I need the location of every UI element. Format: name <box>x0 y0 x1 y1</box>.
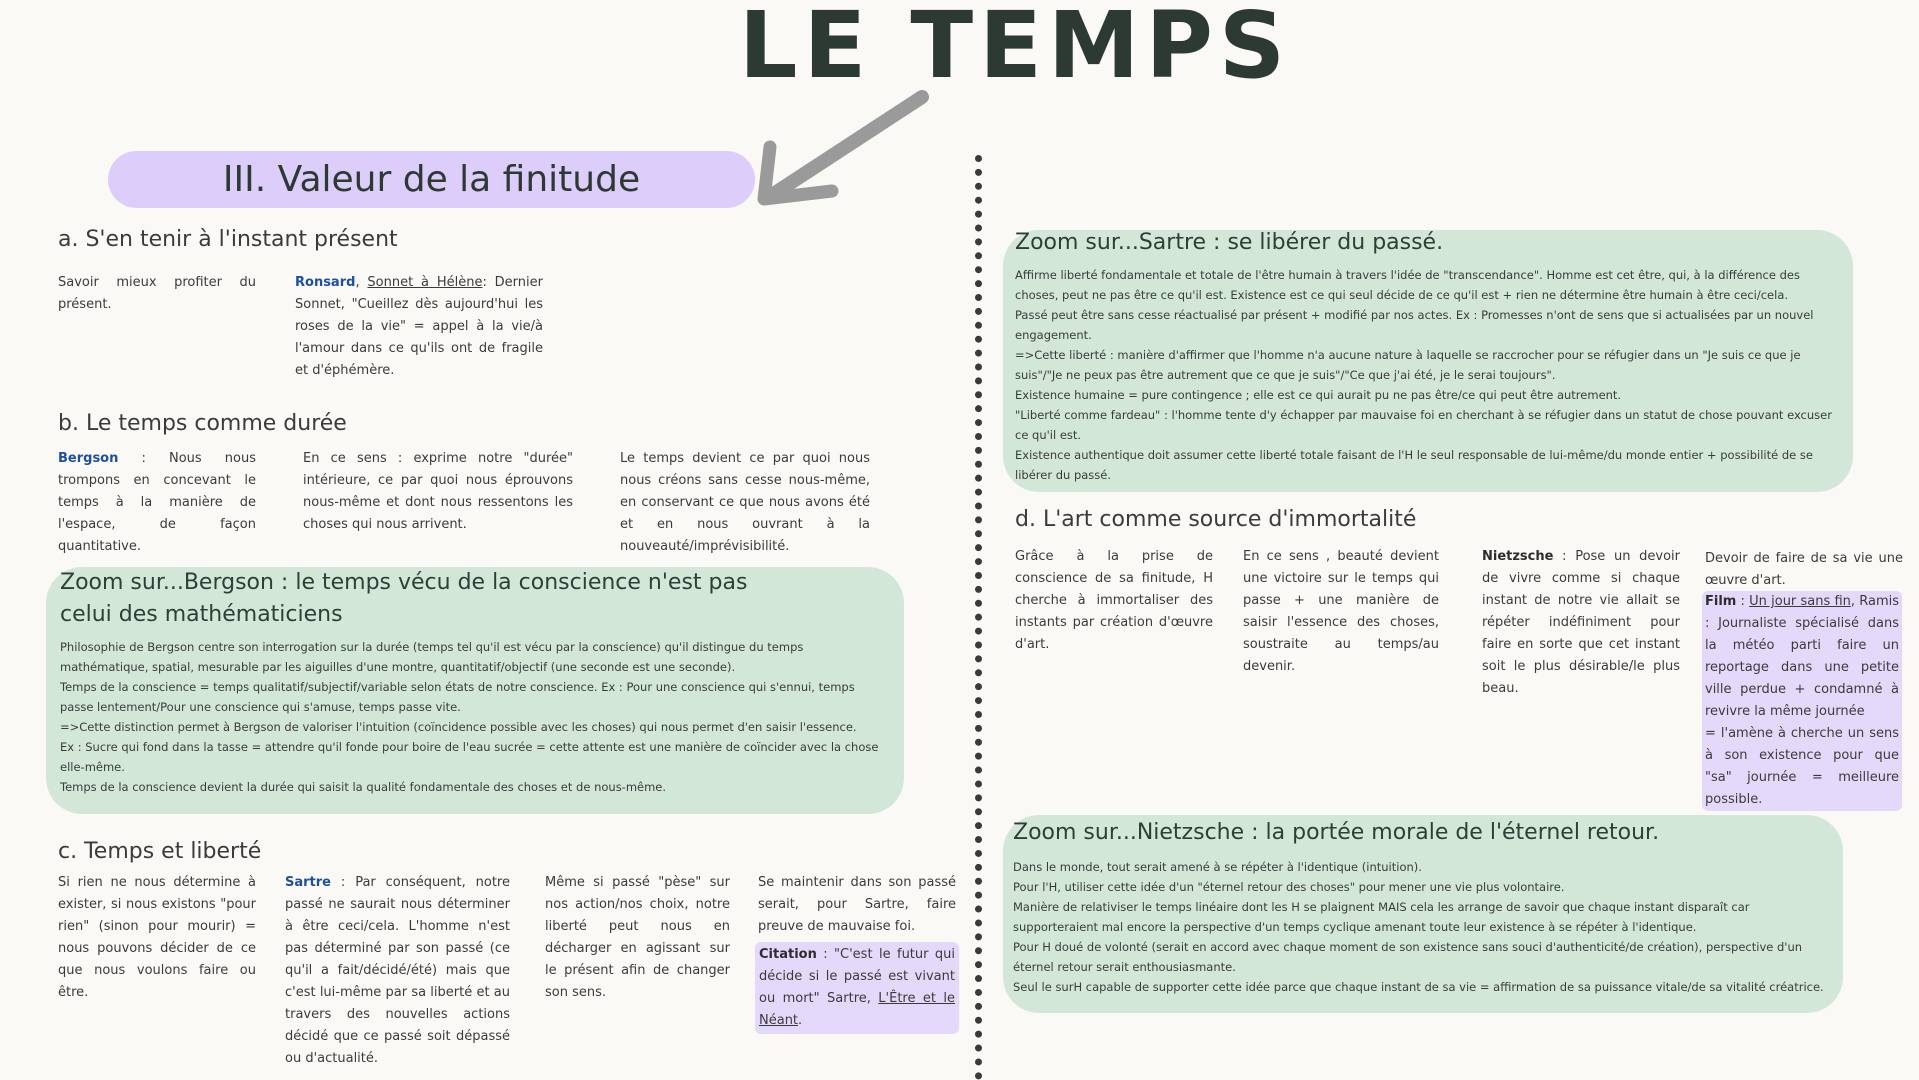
zoom-nietzsche-text <box>1013 857 1838 997</box>
zoom-sartre-box <box>1003 230 1853 492</box>
heading-c: c. Temps et liberté <box>58 839 262 864</box>
d-col1: Grâce à la prise de conscience de sa finitude, H cherche à immortaliser des instants par création d'œuvre d'art. <box>1015 549 1213 652</box>
citation-box <box>755 942 959 1034</box>
zoom-sartre-heading: Zoom sur...Sartre : se libérer du passé. <box>1015 230 1444 255</box>
author-nietzsche: Nietzsche <box>1482 549 1554 564</box>
d-col4: Devoir de faire de sa vie une œuvre d'art. <box>1705 551 1903 588</box>
zoom-sartre-line: Passé peut être sans cesse réactualisé par présent + modifié par nos actes. Ex : Promesses n'ont de sens que si actualisées par un nouvel engagement. <box>1015 308 1814 342</box>
zoom-nietzsche-box <box>1003 815 1843 1013</box>
d-col2: En ce sens , beauté devient une victoire sur le temps qui passe + une manière de saisir l'essence des choses, soustraite au temps/au devenir. <box>1243 549 1439 674</box>
zoom-nietzsche-line: Seul le surH capable de supporter cette idée parce que chaque instant de sa vie = affirmation de sa puissance vitale/de sa vitalité créatrice. <box>1013 980 1824 994</box>
zoom-sartre-line: Existence humaine = pure contingence ; elle est ce qui aurait pu ne pas être/ce qui peut être autrement. <box>1015 388 1622 402</box>
author-sartre: Sartre <box>285 875 331 890</box>
zoom-nietzsche-heading: Zoom sur...Nietzsche : la portée morale de l'éternel retour. <box>1013 820 1660 845</box>
b-col1 <box>58 448 256 558</box>
c-col2-text: : Par conséquent, notre passé ne saurait nous déterminer à être ceci/cela. L'homme n'est pas déterminé par son passé (ce qu'il a fait/décidé/été) mais que c'est lui-même par sa liberté et au travers des nouvelles actions décidé que ce passé soit dépassé ou d'actualité. <box>285 875 510 1066</box>
citation-end: . <box>798 1013 803 1028</box>
citation-text: : "C'est le futur qui décide si le passé est vivant ou mort" Sartre, <box>759 947 955 1006</box>
citation-work: L'Être et le Néant <box>759 991 955 1028</box>
zoom-sartre-text <box>1015 265 1840 485</box>
zoom-nietzsche-line: Dans le monde, tout serait amené à se répéter à l'identique (intuition). <box>1013 860 1422 874</box>
zoom-sartre-line: Affirme liberté fondamentale et totale de l'être humain à travers l'idée de "transcendance". Homme est cet être, qui, à la différence des choses, peut ne pas être ce qu'il est. Existence est ce qui seul décide de ce qu'il est + rien ne détermine être humain à être ceci/cela. <box>1015 268 1800 302</box>
zoom-bergson-line: =>Cette distinction permet à Bergson de valoriser l'intuition (coïncidence possible avec les choses) qui nous permet d'en saisir l'essence. <box>60 720 857 734</box>
zoom-bergson-box <box>46 567 904 814</box>
film-title: Un jour sans fin <box>1749 594 1851 609</box>
zoom-bergson-heading: Zoom sur...Bergson : le temps vécu de la conscience n'est pas celui des mathématiciens <box>60 570 748 627</box>
zoom-sartre-line: Existence authentique doit assumer cette liberté totale faisant de l'H le seul responsable de lui-même/du monde entier + possibilité de se libérer du passé. <box>1015 448 1813 482</box>
zoom-bergson-line: Ex : Sucre qui fond dans la tasse = attendre qu'il fonde pour boire de l'eau sucrée = cette attente est une manière de coïncider avec la chose elle-même. <box>60 740 879 774</box>
zoom-bergson-line: Temps de la conscience = temps qualitatif/subjectif/variable selon états de notre conscience. Ex : Pour une conscience qui s'ennui, temps passe lentement/Pour une conscience qui s'amuse, temps passe vite. <box>60 680 855 714</box>
heading-a: a. S'en tenir à l'instant présent <box>58 227 398 252</box>
c-col1: Si rien ne nous détermine à exister, si nous existons "pour rien" (sinon pour mourir) = nous pouvons décider de ce que nous voulons faire ou être. <box>58 875 256 1000</box>
work-title: Sonnet à Hélène <box>367 275 483 290</box>
c-col3: Même si passé "pèse" sur nos action/nos choix, notre liberté peut nous en décharger en agissant sur le présent afin de changer son sens. <box>545 875 730 1000</box>
heading-d: d. L'art comme source d'immortalité <box>1015 507 1417 532</box>
zoom-bergson-line: Philosophie de Bergson centre son interrogation sur la durée (temps tel qu'il est vécu par la conscience) qu'il distingue du temps mathématique, spatial, mesurable par les aiguilles d'une montre, quantitatif/objectif (une seconde est une seconde). <box>60 640 804 674</box>
d-col3 <box>1482 546 1680 700</box>
zoom-sartre-line: "Liberté comme fardeau" : l'homme tente d'y échapper par mauvaise foi en cherchant à se réfugier dans un statut de chose pouvant excuser ce qu'il est. <box>1015 408 1832 442</box>
c-col2 <box>285 872 510 1070</box>
film-text2: = l'amène à cherche un sens à son existence pour que "sa" journée = meilleure possible. <box>1705 726 1899 807</box>
author-bergson: Bergson <box>58 451 119 466</box>
b-col3: Le temps devient ce par quoi nous nous créons sans cesse nous-même, en conservant ce que nous avons été et en nous ouvrant à la nouveauté/imprévisibilité. <box>620 451 870 554</box>
c-col4: Se maintenir dans son passé serait, pour Sartre, faire preuve de mauvaise foi. <box>758 875 956 934</box>
film-box: Film : Un jour sans fin, Ramis : Journaliste spécialisé dans la météo parti faire un reportage dans une petite ville perdue + condamné à revivre la même journée = l'amène à cherche un sens à son existence pour que "sa" journée = meilleure possible. <box>1702 591 1902 811</box>
film-text: , Ramis : Journaliste spécialisé dans la météo parti faire un reportage dans une petite ville perdue + condamné à revivre la même journée <box>1705 594 1899 719</box>
film-label: Film <box>1705 594 1737 609</box>
b-col1-text: : Nous nous trompons en concevant le temps à la manière de l'espace, de façon quantitative. <box>58 451 256 554</box>
heading-b: b. Le temps comme durée <box>58 411 347 436</box>
a-quote: : Dernier Sonnet, "Cueillez dès aujourd'hui les roses de la vie" = appel à la vie/à l'amour dans ce qu'ils ont de fragile et d'éphémère. <box>295 275 543 378</box>
zoom-sartre-line: =>Cette liberté : manière d'affirmer que l'homme n'a aucune nature à laquelle se raccrocher pour se réfugier dans un "Je suis ce que je suis"/"Je ne peux pas être autrement que ce que je suis"/"Ce que j'ai été, je le serai toujours". <box>1015 348 1801 382</box>
arrow-icon <box>750 85 940 215</box>
zoom-nietzsche-line: Pour l'H, utiliser cette idée d'un "éternel retour des choses" pour mener une vie plus volontaire. <box>1013 880 1565 894</box>
column-divider <box>975 155 982 1080</box>
d-col3-text: : Pose un devoir de vivre comme si chaque instant de notre vie allait se répéter indéfiniment pour faire en sorte que cet instant soit le plus désirable/le plus beau. <box>1482 549 1680 696</box>
section-heading: III. Valeur de la finitude <box>108 151 755 208</box>
zoom-nietzsche-line: Manière de relativiser le temps linéaire dont les H se plaignent MAIS cela les arrange de savoir que chaque instant disparaît car supporteraient mal encore la perspective d'un temps cyclique amenant toute leur existence à se répéter à l'identique. <box>1013 900 1750 934</box>
zoom-bergson-line: Temps de la conscience devient la durée qui saisit la qualité fondamentale des choses et de nous-même. <box>60 780 667 794</box>
zoom-bergson-text <box>60 637 890 797</box>
b-col2: En ce sens : exprime notre "durée" intérieure, ce par quoi nous éprouvons nous-même et dont nous ressentons les choses qui nous arrivent. <box>303 451 573 532</box>
a-col2: Ronsard, Sonnet à Hélène: Dernier Sonnet, "Cueillez dès aujourd'hui les roses de la vie" = appel à la vie/à l'amour dans ce qu'ils ont de fragile et d'éphémère. <box>295 275 543 378</box>
citation-label: Citation <box>759 947 817 962</box>
a-col1: Savoir mieux profiter du présent. <box>58 275 256 312</box>
author-ronsard: Ronsard <box>295 275 356 290</box>
page-title: LE TEMPS <box>738 0 1292 99</box>
zoom-nietzsche-line: Pour H doué de volonté (serait en accord avec chaque moment de son existence sans souci d'authenticité/de création), perspective d'un éternel retour serait enthousiasmante. <box>1013 940 1803 974</box>
